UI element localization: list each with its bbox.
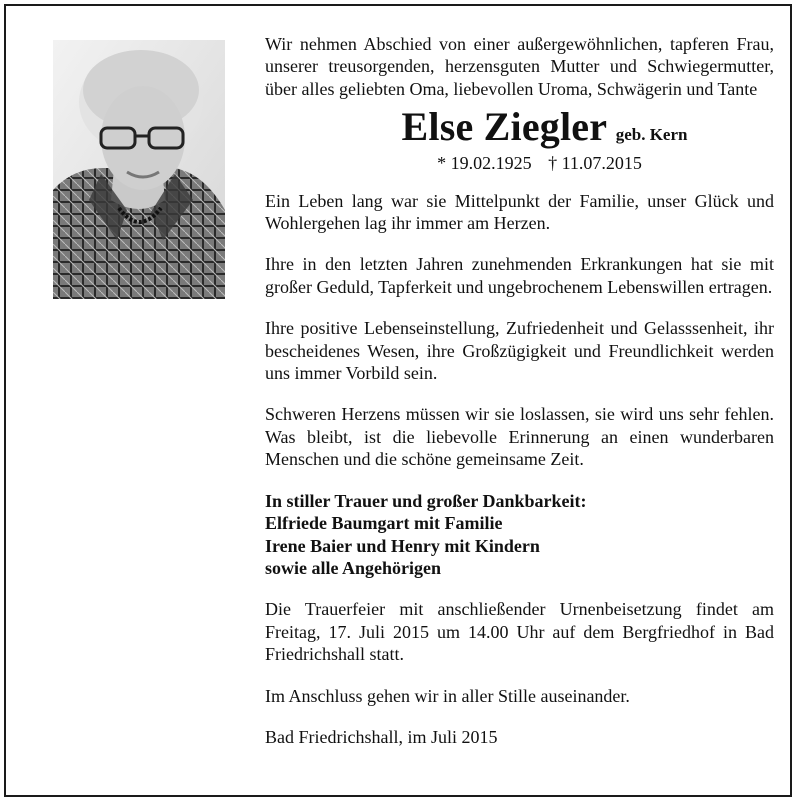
intro-text: Wir nehmen Abschied von einer außergewöhnlichen, tapferen Frau, unserer treusorgenden, herzensguten Mutter und Schwiegermutter, über alles geliebten Oma, liebevollen Uroma, Schwägerin und Tante <box>265 34 774 99</box>
mourner-line: sowie alle Angehörigen <box>265 557 441 578</box>
deceased-name: Else Ziegler <box>401 104 608 150</box>
mourners-block <box>265 490 774 580</box>
maiden-name: geb. Kern <box>615 125 688 145</box>
obituary-text <box>265 33 774 748</box>
death-date: † 11.07.2015 <box>548 153 642 174</box>
life-dates <box>265 152 774 174</box>
funeral-info: Die Trauerfeier mit anschließender Urnenbeisetzung findet am Freitag, 17. Juli 2015 um 14.00 Uhr auf dem Bergfriedhof in Bad Friedrichshall statt. <box>265 599 774 665</box>
mourner-line: Irene Baier und Henry mit Kindern <box>265 535 540 556</box>
paragraph: Schweren Herzens müssen wir sie loslassen, sie wird uns sehr fehlen. Was bleibt, ist die liebevolle Erinnerung an einen wunderbaren Menschen und die schöne gemeinsame Zeit. <box>265 404 774 470</box>
closing-text: Im Anschluss gehen wir in aller Stille auseinander. <box>265 685 630 706</box>
place-date: Bad Friedrichshall, im Juli 2015 <box>265 726 498 747</box>
name-heading <box>265 106 774 148</box>
birth-date: * 19.02.1925 <box>437 153 532 174</box>
mourner-line: Elfriede Baumgart mit Familie <box>265 513 503 534</box>
paragraph: Ihre positive Lebenseinstellung, Zufriedenheit und Gelasssenheit, ihr bescheidenes Wesen, ihre Großzügigkeit und Freundlichkeit werden uns immer Vorbild sein. <box>265 318 774 384</box>
portrait-photo <box>53 40 225 299</box>
mourner-line: In stiller Trauer und großer Dankbarkeit: <box>265 490 587 511</box>
paragraph: Ihre in den letzten Jahren zunehmenden Erkrankungen hat sie mit großer Geduld, Tapferkeit und ungebrochenem Lebenswillen ertragen. <box>265 254 774 297</box>
paragraph: Ein Leben lang war sie Mittelpunkt der Familie, unser Glück und Wohlergehen lag ihr immer am Herzen. <box>265 190 774 234</box>
